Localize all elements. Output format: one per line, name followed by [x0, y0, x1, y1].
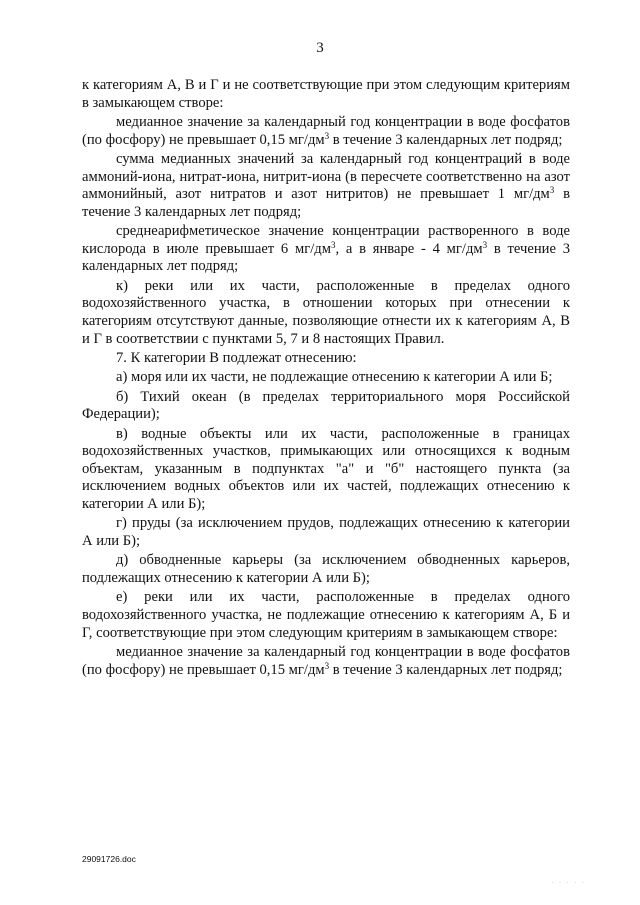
paragraph	[82, 515, 570, 550]
text-run: е) реки или их части, расположенные в пределах одного водохозяйственного участка, не подлежащие отнесению к категориям А, Б и Г, соответствующие при этом следующим критериям в замыкающем створе:	[82, 589, 570, 641]
paragraph	[82, 389, 570, 424]
text-run: д) обводненные карьеры (за исключением обводненных карьеров, подлежащих отнесению к категории А или Б);	[82, 552, 570, 586]
text-run: медианное значение за календарный год концентрации в воде фосфатов (по фосфору) не превышает 0,15 мг/дм	[82, 113, 570, 148]
text-run: сумма медианных значений за календарный год концентраций в воде аммоний-иона, нитрат-иона, нитрит-иона (в пересчете соответственно на азот аммонийный, азот нитратов и азот нитритов) не превышает 1 мг/дм	[82, 150, 570, 203]
paragraph	[82, 223, 570, 276]
text-run: медианное значение за календарный год концентрации в воде фосфатов (по фосфору) не превышает 0,15 мг/дм	[82, 643, 570, 678]
superscript: 3	[549, 185, 555, 196]
paragraph	[82, 589, 570, 642]
paragraph	[82, 278, 570, 348]
text-run: в течение 3 календарных лет подряд;	[82, 186, 570, 220]
document-file-name: 29091726.doc	[82, 854, 136, 864]
text-run: , а в январе - 4 мг/дм	[335, 240, 483, 257]
document-body	[82, 77, 570, 681]
paragraph	[82, 426, 570, 514]
text-run: в) водные объекты или их части, расположенные в границах водохозяйственных участков, примыкающих или относящихся к водным объектам, указанным в подпунктах "а" и "б" настоящего пункта (за исключением водных объектов или их частей, подлежащих отнесению к категории А или Б);	[82, 425, 570, 513]
paragraph	[82, 151, 570, 221]
text-run: в течение 3 календарных лет подряд;	[329, 131, 563, 148]
page-number: 3	[316, 40, 324, 56]
text-run: а) моря или их части, не подлежащие отнесению к категории А или Б;	[116, 369, 553, 386]
superscript: 3	[324, 660, 330, 671]
paragraph	[82, 552, 570, 587]
text-run: в течение 3 календарных лет подряд;	[82, 240, 570, 275]
text-run: к категориям А, В и Г и не соответствующие при этом следующим критериям в замыкающем створе:	[82, 77, 570, 111]
paragraph	[82, 644, 570, 679]
paragraph	[82, 350, 570, 368]
paragraph	[82, 114, 570, 149]
text-run: в течение 3 календарных лет подряд;	[329, 661, 563, 678]
text-run: г) пруды (за исключением прудов, подлежащих отнесению к категории А или Б);	[82, 515, 570, 550]
superscript: 3	[330, 239, 336, 250]
text-run: б) Тихий океан (в пределах территориального моря Российской Федерации);	[82, 388, 570, 423]
text-run: 7. К категории В подлежат отнесению:	[116, 349, 357, 366]
paragraph	[82, 369, 570, 387]
text-run: среднеарифметическое значение концентрации растворенного в воде кислорода в июле превышает 6 мг/дм	[82, 223, 570, 257]
scan-footer-marks: · · · · ·	[551, 880, 586, 886]
superscript: 3	[482, 239, 488, 250]
text-run: к) реки или их части, расположенные в пределах одного водохозяйственного участка, в отношении которых при отнесении к категориям отсутствуют данные, позволяющие отнести их к категориям А, В и Г в соответствии с пунктами 5, 7 и 8 настоящих Правил.	[82, 277, 570, 347]
paragraph	[82, 77, 570, 112]
superscript: 3	[324, 130, 330, 141]
